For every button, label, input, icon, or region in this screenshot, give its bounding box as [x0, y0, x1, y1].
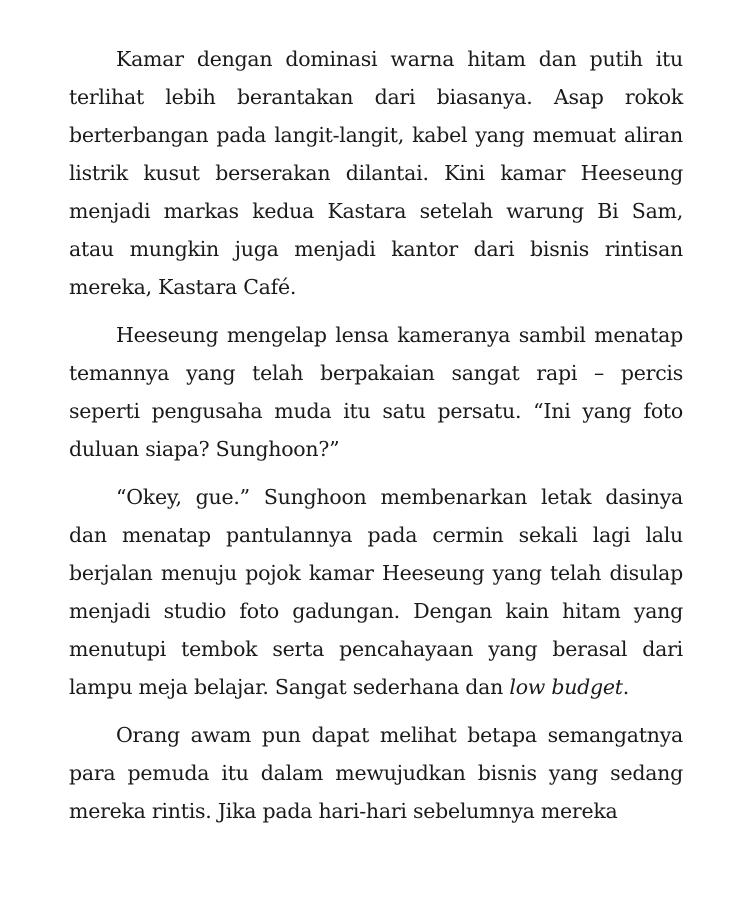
- paragraph-4-text: Orang awam pun dapat melihat betapa semangatnya para pemuda itu dalam mewujudkan bisnis yang sedang mereka rintis. Jika pada hari-hari sebelumnya mereka: [69, 723, 683, 823]
- paragraph-1-text: Kamar dengan dominasi warna hitam dan putih itu terlihat lebih berantakan dari biasanya. Asap rokok berterbangan pada langit-langit, kabel yang memuat aliran listrik kusut berserakan dilantai. Kini kamar Heeseung menjadi markas kedua Kastara setelah warung Bi Sam, atau mungkin juga menjadi kantor dari bisnis rintisan mereka, Kastara Café.: [69, 47, 683, 299]
- paragraph-3-text: “Okey, gue.” Sunghoon membenarkan letak dasinya dan menatap pantulannya pada cermin sekali lagi lalu berjalan menuju pojok kamar Heeseung yang telah disulap menjadi studio foto gadungan. Dengan kain hitam yang menutupi tembok serta pencahayaan yang berasal dari lampu meja belajar. Sangat sederhana dan: [69, 485, 683, 699]
- paragraph-3-italic-text: low budget: [509, 675, 623, 699]
- paragraph-2-text: Heeseung mengelap lensa kameranya sambil menatap temannya yang telah berpakaian sangat rapi – percis seperti pengusaha muda itu satu persatu. “Ini yang foto duluan siapa? Sunghoon?”: [69, 323, 683, 461]
- paragraph-1: [69, 40, 683, 306]
- paragraph-2: [69, 316, 683, 468]
- document-page: [69, 40, 683, 840]
- paragraph-3-end-punctuation: .: [622, 675, 630, 699]
- paragraph-3: [69, 478, 683, 706]
- paragraph-4: [69, 716, 683, 830]
